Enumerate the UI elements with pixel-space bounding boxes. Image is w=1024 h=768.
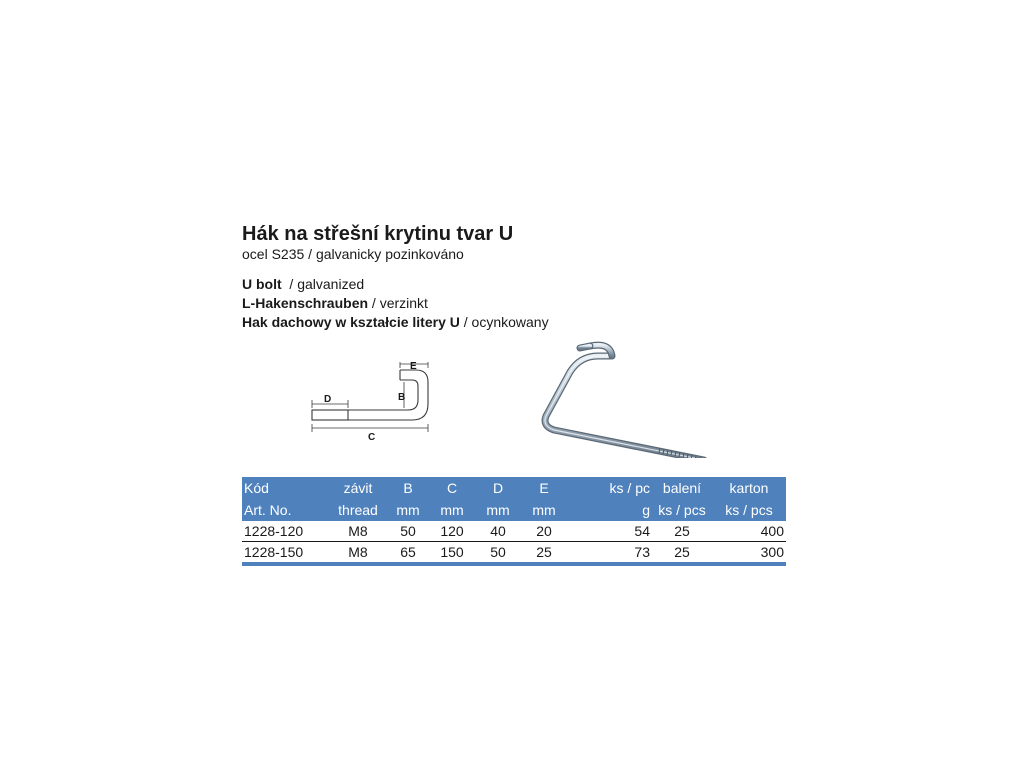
u-bolt-body <box>545 345 704 458</box>
col-thread-subheader: thread <box>328 499 388 521</box>
spec-table <box>242 477 786 566</box>
cell-b: 65 <box>388 542 428 565</box>
col-b-unit: mm <box>388 499 428 521</box>
cell-carton: 400 <box>712 521 786 542</box>
col-d-unit: mm <box>476 499 520 521</box>
product-subtitle: ocel S235 / galvanicky pozinkováno <box>242 246 464 262</box>
cell-b: 50 <box>388 521 428 542</box>
col-thread-header: závit <box>328 477 388 499</box>
cell-e: 25 <box>520 542 568 565</box>
col-c-header: C <box>428 477 476 499</box>
product-sheet <box>242 222 786 470</box>
cell-c: 120 <box>428 521 476 542</box>
lang-suffix-german: / verzinkt <box>368 295 428 311</box>
drawing-label-d: D <box>324 394 332 405</box>
lang-suffix-polish: / ocynkowany <box>459 314 549 330</box>
lang-line-german <box>242 294 786 313</box>
col-code-subheader: Art. No. <box>242 499 328 521</box>
col-d-header: D <box>476 477 520 499</box>
table-row <box>242 542 786 565</box>
cell-e: 20 <box>520 521 568 542</box>
drawing-label-c: C <box>368 432 376 443</box>
product-title: Hák na střešní krytinu tvar U <box>242 223 514 245</box>
col-code-header: Kód <box>242 477 328 499</box>
cell-c: 150 <box>428 542 476 565</box>
drawing-label-b: B <box>398 392 406 403</box>
col-c-unit: mm <box>428 499 476 521</box>
col-carton-header: karton <box>712 477 786 499</box>
cell-code: 1228-150 <box>242 542 328 565</box>
col-pack-header: balení <box>652 477 712 499</box>
lang-suffix-english: / galvanized <box>281 276 365 292</box>
cell-d: 40 <box>476 521 520 542</box>
col-weight-header: ks / pc <box>568 477 652 499</box>
dimension-drawing <box>308 360 448 446</box>
cell-weight: 54 <box>568 521 652 542</box>
cell-d: 50 <box>476 542 520 565</box>
table-row <box>242 521 786 542</box>
table-header-row-2 <box>242 499 786 521</box>
col-e-unit: mm <box>520 499 568 521</box>
lang-line-english <box>242 275 786 294</box>
lang-name-english: U bolt <box>242 276 282 292</box>
cell-carton: 300 <box>712 542 786 565</box>
language-names <box>242 275 786 332</box>
col-b-header: B <box>388 477 428 499</box>
col-pack-unit: ks / pcs <box>652 499 712 521</box>
col-weight-unit: g <box>568 499 652 521</box>
cell-weight: 73 <box>568 542 652 565</box>
col-e-header: E <box>520 477 568 499</box>
drawing-label-e: E <box>410 361 417 372</box>
lang-name-polish: Hak dachowy w kształcie litery U <box>242 314 460 330</box>
product-photo <box>540 340 710 458</box>
cell-code: 1228-120 <box>242 521 328 542</box>
drawing-leg <box>348 410 412 420</box>
cell-thread: M8 <box>328 542 388 565</box>
col-carton-unit: ks / pcs <box>712 499 786 521</box>
cell-pack: 25 <box>652 521 712 542</box>
lang-line-polish <box>242 313 786 332</box>
cell-pack: 25 <box>652 542 712 565</box>
cell-thread: M8 <box>328 521 388 542</box>
figures <box>242 332 786 470</box>
table-header-row-1 <box>242 477 786 499</box>
lang-name-german: L-Hakenschrauben <box>242 295 369 311</box>
drawing-thread <box>312 410 348 420</box>
